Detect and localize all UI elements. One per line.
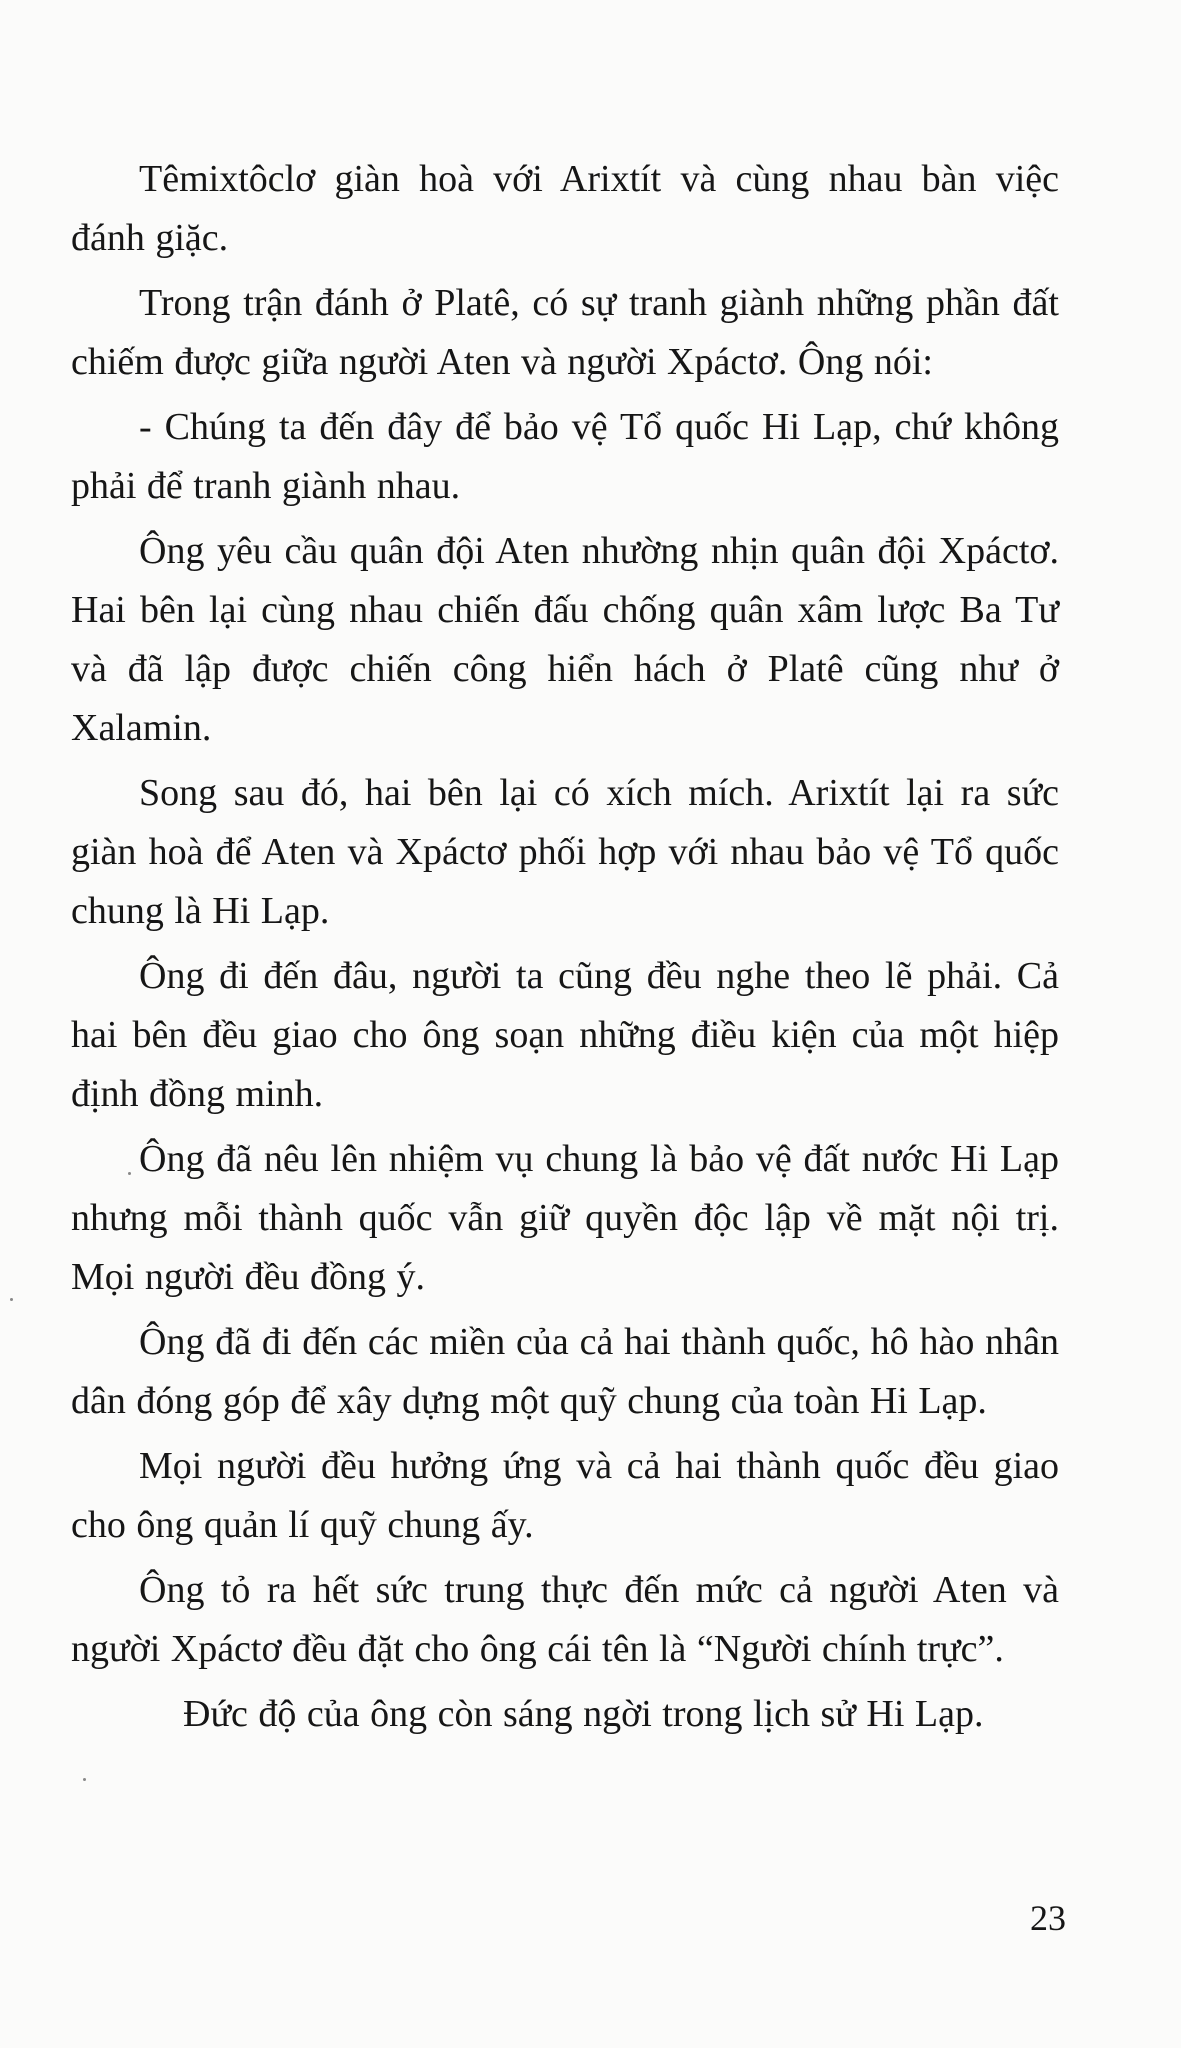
body-text bbox=[71, 150, 1059, 1750]
paragraph: Ông đã đi đến các miền của cả hai thành quốc, hô hào nhân dân đóng góp để xây dựng một quỹ chung của toàn Hi Lạp. bbox=[71, 1321, 1059, 1422]
paragraph: Mọi người đều hưởng ứng và cả hai thành quốc đều giao cho ông quản lí quỹ chung ấy. bbox=[71, 1445, 1059, 1546]
paragraph: - Chúng ta đến đây để bảo vệ Tổ quốc Hi Lạp, chứ không phải để tranh giành nhau. bbox=[71, 406, 1059, 507]
paragraph: Ông đã nêu lên nhiệm vụ chung là bảo vệ đất nước Hi Lạp nhưng mỗi thành quốc vẫn giữ quyền độc lập về mặt nội trị. Mọi người đều đồng ý. bbox=[71, 1138, 1059, 1298]
paper-speck bbox=[83, 1778, 86, 1781]
paragraph: Ông đi đến đâu, người ta cũng đều nghe theo lẽ phải. Cả hai bên đều giao cho ông soạn những điều kiện của một hiệp định đồng minh. bbox=[71, 955, 1059, 1115]
paper-speck bbox=[10, 1298, 13, 1301]
page-number: 23 bbox=[1030, 1898, 1066, 1938]
paragraph: Ông yêu cầu quân đội Aten nhường nhịn quân đội Xpáctơ. Hai bên lại cùng nhau chiến đấu chống quân xâm lược Ba Tư và đã lập được chiến công hiển hách ở Platê cũng như ở Xalamin. bbox=[71, 530, 1059, 749]
paragraph: Têmixtôclơ giàn hoà với Arixtít và cùng nhau bàn việc đánh giặc. bbox=[71, 158, 1059, 259]
paper-speck bbox=[128, 1172, 131, 1175]
paragraph: Trong trận đánh ở Platê, có sự tranh giành những phần đất chiếm được giữa người Aten và người Xpáctơ. Ông nói: bbox=[71, 282, 1059, 383]
closing-paragraph: Đức độ của ông còn sáng ngời trong lịch sử Hi Lạp. bbox=[183, 1693, 984, 1735]
paragraph: Song sau đó, hai bên lại có xích mích. Arixtít lại ra sức giàn hoà để Aten và Xpáctơ phối hợp với nhau bảo vệ Tổ quốc chung là Hi Lạp. bbox=[71, 772, 1059, 932]
paragraph: Ông tỏ ra hết sức trung thực đến mức cả người Aten và người Xpáctơ đều đặt cho ông cái tên là “Người chính trực”. bbox=[71, 1569, 1059, 1670]
